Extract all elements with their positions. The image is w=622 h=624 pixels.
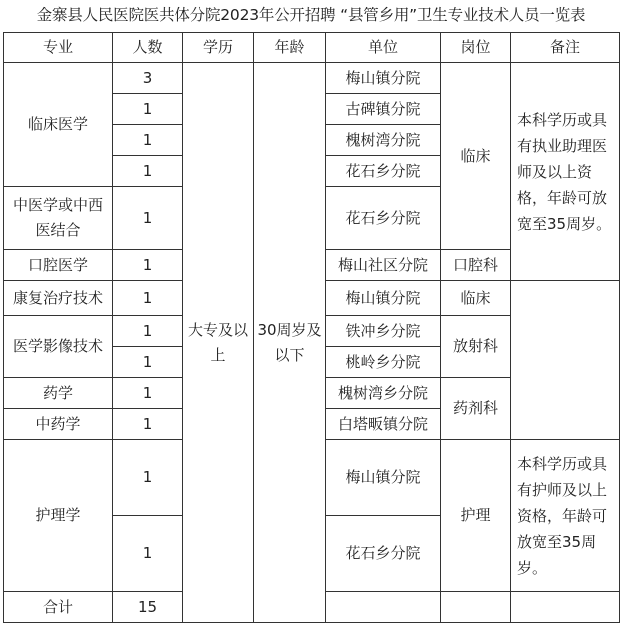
position-rehab: 临床 — [441, 281, 511, 316]
count-cell: 1 — [113, 125, 183, 156]
major-nursing: 护理学 — [4, 440, 113, 592]
note-clinical: 本科学历或具有执业助理医师及以上资格，年龄可放宽至35周岁。 — [511, 63, 620, 281]
major-imaging: 医学影像技术 — [4, 316, 113, 378]
count-cell: 1 — [113, 281, 183, 316]
recruitment-table — [3, 32, 620, 623]
unit-cell: 梅山社区分院 — [326, 250, 441, 281]
header-count: 人数 — [113, 33, 183, 63]
header-age: 年龄 — [254, 33, 326, 63]
unit-cell: 槐树湾乡分院 — [326, 378, 441, 409]
unit-cell: 古碑镇分院 — [326, 94, 441, 125]
count-cell: 1 — [113, 94, 183, 125]
count-cell: 1 — [113, 440, 183, 516]
note-nursing: 本科学历或具有护师及以上资格，年龄可放宽至35周岁。 — [511, 440, 620, 592]
position-nursing: 护理 — [441, 440, 511, 592]
position-oral: 口腔科 — [441, 250, 511, 281]
unit-cell: 梅山镇分院 — [326, 63, 441, 94]
education-cell: 大专及以上 — [183, 63, 254, 623]
major-tcm-pharmacy: 中药学 — [4, 409, 113, 440]
unit-cell: 梅山镇分院 — [326, 281, 441, 316]
count-cell: 1 — [113, 409, 183, 440]
unit-cell: 花石乡分院 — [326, 156, 441, 187]
major-oral: 口腔医学 — [4, 250, 113, 281]
note-empty — [511, 281, 620, 440]
unit-cell: 桃岭乡分院 — [326, 347, 441, 378]
unit-cell: 花石乡分院 — [326, 516, 441, 592]
unit-cell: 白塔畈镇分院 — [326, 409, 441, 440]
header-unit: 单位 — [326, 33, 441, 63]
major-pharmacy: 药学 — [4, 378, 113, 409]
page-title: 金寨县人民医院医共体分院2023年公开招聘 “县管乡用”卫生专业技术人员一览表 — [36, 6, 586, 24]
major-clinical: 临床医学 — [4, 63, 113, 187]
table-header-row — [4, 33, 620, 63]
total-empty-unit — [511, 592, 620, 623]
unit-cell: 梅山镇分院 — [326, 440, 441, 516]
count-cell: 1 — [113, 347, 183, 378]
total-empty-education — [326, 592, 441, 623]
unit-cell: 槐树湾分院 — [326, 125, 441, 156]
unit-cell: 花石乡分院 — [326, 187, 441, 250]
header-position: 岗位 — [441, 33, 511, 63]
position-clinical: 临床 — [441, 63, 511, 250]
count-cell: 3 — [113, 63, 183, 94]
count-cell: 1 — [113, 316, 183, 347]
count-cell: 1 — [113, 250, 183, 281]
total-label: 合计 — [4, 592, 113, 623]
header-education: 学历 — [183, 33, 254, 63]
age-cell: 30周岁及以下 — [254, 63, 326, 623]
count-cell: 1 — [113, 156, 183, 187]
major-tcm: 中医学或中西医结合 — [4, 187, 113, 250]
major-rehab: 康复治疗技术 — [4, 281, 113, 316]
position-imaging: 放射科 — [441, 316, 511, 378]
unit-cell: 铁冲乡分院 — [326, 316, 441, 347]
total-empty-age — [441, 592, 511, 623]
total-count: 15 — [113, 592, 183, 623]
count-cell: 1 — [113, 187, 183, 250]
header-major: 专业 — [4, 33, 113, 63]
position-pharmacy: 药剂科 — [441, 378, 511, 440]
table-row — [4, 63, 620, 94]
count-cell: 1 — [113, 516, 183, 592]
count-cell: 1 — [113, 378, 183, 409]
header-note: 备注 — [511, 33, 620, 63]
